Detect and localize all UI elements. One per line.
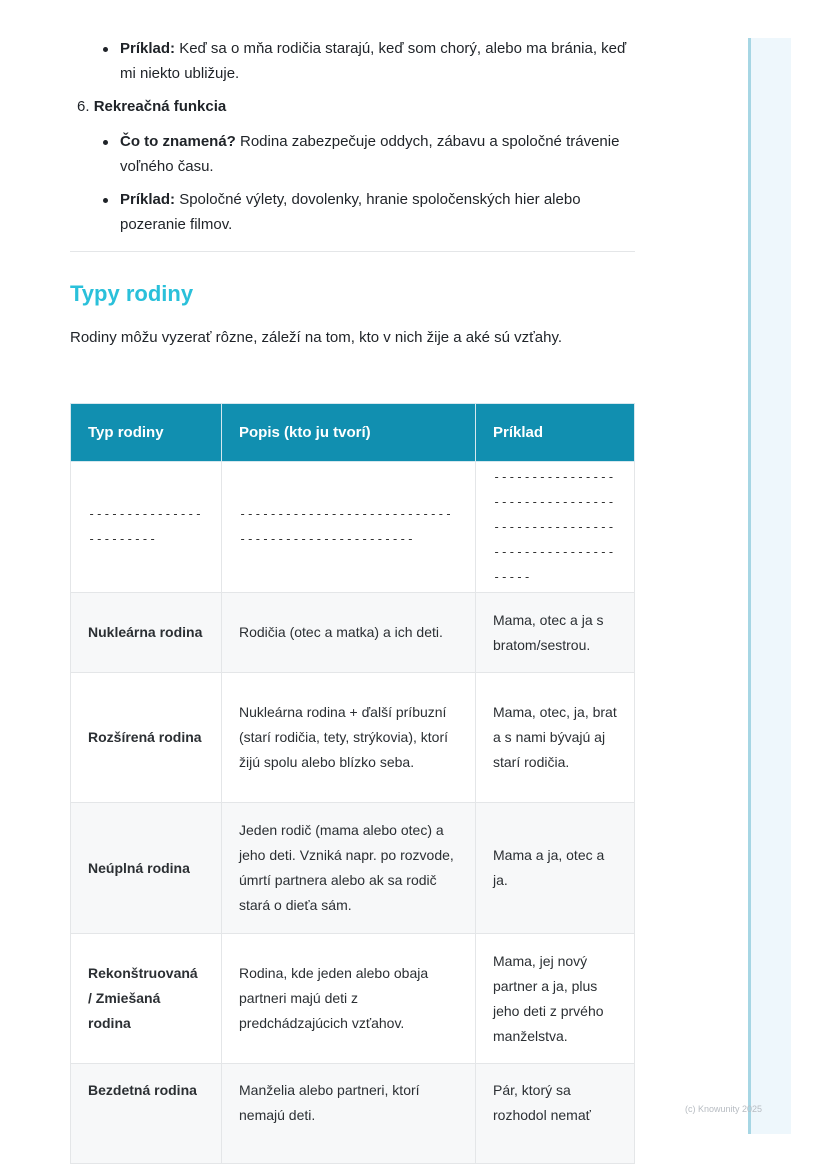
item-label: Príklad: [120,40,176,57]
section-title: Typy rodiny [70,281,194,306]
item-title: Rekreačná funkcia [93,98,227,115]
example-cell: Mama, jej nový partner a ja, plus jeho deti z prvého manželstva. [476,934,635,1064]
type-cell: Nukleárna rodina [71,593,222,673]
separator-dashes: ------------------------ [88,507,203,546]
description-cell: Jeden rodič (mama alebo otec) a jeho deti. Vzniká napr. po rozvode, úmrtí partnera alebo ak sa rodič stará o dieťa sám. [222,803,476,934]
item-text: Spoločné výlety, dovolenky, hranie spoločenských hier alebo pozeranie filmov. [120,191,581,233]
side-panel [748,38,791,1134]
description-cell: Nukleárna rodina + ďalší príbuzní (starí rodičia, tety, strýkovia), ktorí žijú spolu alebo blízko seba. [222,673,476,803]
table-header-row [71,404,635,462]
list-item [70,187,635,237]
example-cell: Mama, otec, ja, brat a s nami bývajú aj starí rodičia. [476,673,635,803]
separator-dashes: --------------------------------------------------- [239,507,453,546]
watermark: (c) Knowunity 2025 [685,1104,763,1114]
header-type: Typ rodiny [71,404,222,462]
header-example: Príklad [476,404,635,462]
header-description: Popis (kto ju tvorí) [222,404,476,462]
separator-dashes: --------------------------------------------------------------------- [493,469,615,584]
section-divider [70,251,635,252]
description-cell: Rodičia (otec a matka) a ich deti. [222,593,476,673]
type-cell: Rekonštruovaná / Zmiešaná rodina [71,934,222,1064]
table-row [71,803,635,934]
section-intro: Rodiny môžu vyzerať rôzne, záleží na tom, kto v nich žije a aké sú vzťahy. [70,329,563,346]
example-cell: Pár, ktorý sa rozhodol nemať [476,1064,635,1164]
document-content [70,36,635,350]
example-cell: Mama a ja, otec a ja. [476,803,635,934]
item-label: Čo to znamená? [120,133,236,150]
item-text: Rodina zabezpečuje oddych, zábavu a spoločné trávenie voľného času. [120,133,620,175]
family-types-table [70,403,635,1164]
type-cell: Rozšírená rodina [71,673,222,803]
item-number: 6. [77,98,90,115]
table-row [71,934,635,1064]
example-cell: Mama, otec a ja s bratom/sestrou. [476,593,635,673]
separator-row [71,462,635,593]
numbered-heading-6 [70,94,635,119]
type-cell: Neúplná rodina [71,803,222,934]
list-item [70,129,635,179]
table-row [71,673,635,803]
list-item [70,36,635,86]
item-text: Keď sa o mňa rodičia starajú, keď som chorý, alebo ma bránia, keď mi niekto ubližuje. [120,40,627,82]
recreational-list [70,129,635,237]
item-label: Príklad: [120,191,176,208]
description-cell: Rodina, kde jeden alebo obaja partneri majú deti z predchádzajúcich vzťahov. [222,934,476,1064]
example-list-top [70,36,635,86]
type-cell: Bezdetná rodina [71,1064,222,1164]
table-row [71,1064,635,1164]
table-row [71,593,635,673]
description-cell: Manželia alebo partneri, ktorí nemajú deti. [222,1064,476,1164]
